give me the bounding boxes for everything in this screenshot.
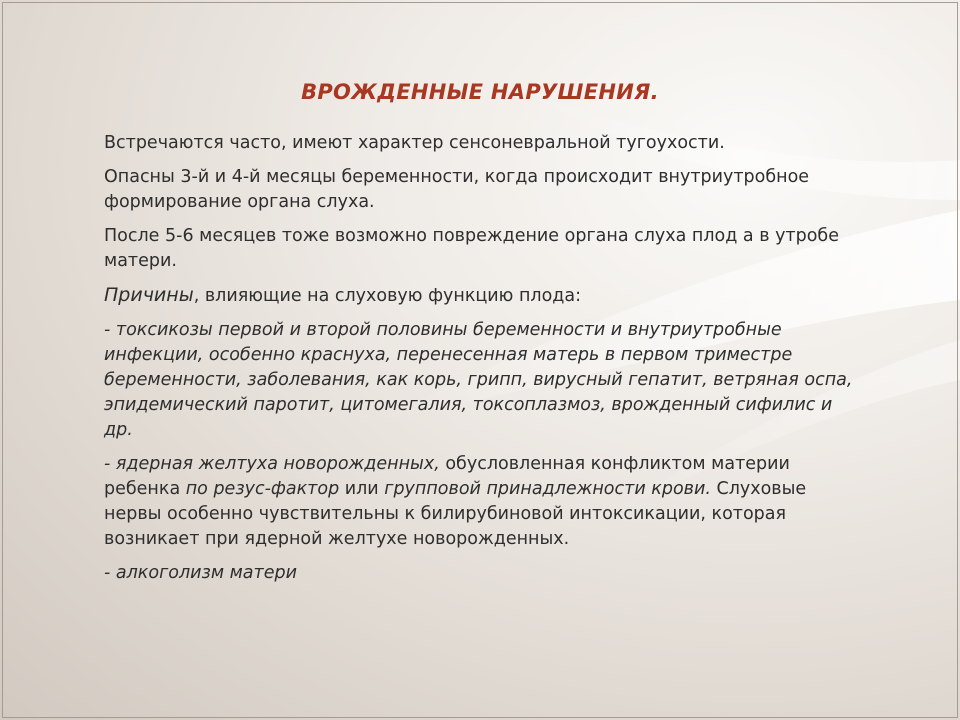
causes-keyword: Причины — [104, 284, 194, 306]
cause-item-alcoholism-text: - алкоголизм матери — [104, 563, 297, 583]
paragraph-frequency: Встречаются часто, имеют характер сенсоневральной тугоухости. — [104, 133, 725, 153]
cause-item-jaundice — [104, 452, 864, 552]
jaundice-text-2: или — [339, 479, 385, 499]
slide-body — [104, 131, 864, 595]
jaundice-rh-factor: по резус-фактор — [185, 479, 340, 499]
paragraph-danger-months: Опасны 3-й и 4-й месяцы беременности, когда происходит внутриутробное формирование органа слуха. — [104, 167, 810, 212]
jaundice-lead: - ядерная желтуха новорожденных, — [104, 454, 440, 474]
cause-item-toxicosis — [104, 318, 864, 443]
jaundice-blood-group: групповой принадлежности крови. — [384, 479, 711, 499]
jaundice-text-1: обусловленная конфликтом материи ребенка — [104, 454, 790, 499]
paragraph-after-months: После 5-6 месяцев тоже возможно повреждение органа слуха плод а в утробе матери. — [104, 226, 839, 271]
jaundice-text-3: Слуховые нервы особенно чувствительны к билирубиновой интоксикации, которая возникает при ядерной желтухе новорожденных. — [104, 479, 807, 549]
slide-title: ВРОЖДЕННЫЕ НАРУШЕНИЯ. — [301, 80, 659, 104]
causes-rest: , влияющие на слуховую функцию плода: — [193, 286, 582, 306]
cause-item-alcoholism — [104, 561, 864, 586]
paragraph-causes — [104, 283, 864, 309]
cause-item-toxicosis-text: - токсикозы первой и второй половины беременности и внутриутробные инфекции, особенно краснуха, перенесенная матерь в первом триместре беременности, заболевания, как корь, грипп, вирусный гепатит, ветряная оспа, эпидемический паротит, цитомегалия, токсоплазмоз, врожденный сифилис и др. — [104, 320, 853, 440]
